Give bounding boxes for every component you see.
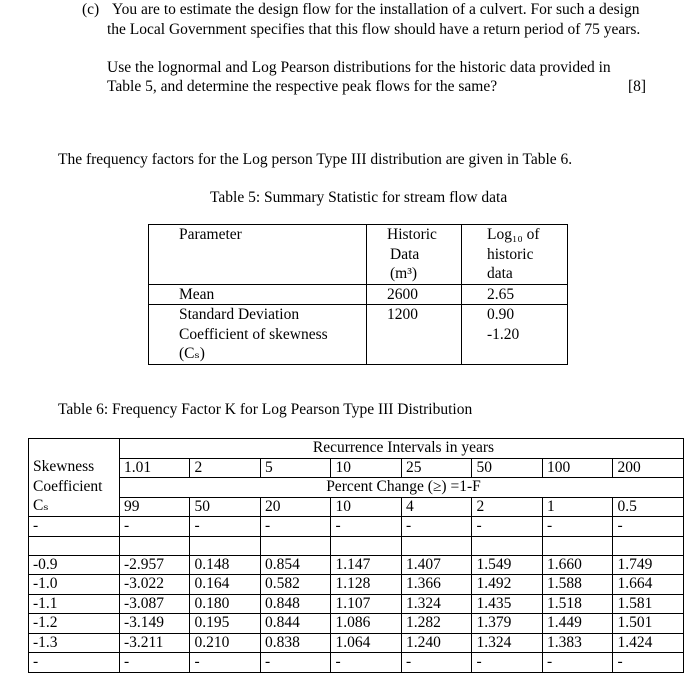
table6-intervals-row — [29, 458, 684, 478]
k-value-cell: 1.282 — [401, 614, 472, 634]
header-historic-3: (m³) — [390, 265, 418, 282]
k-value-cell: 1.324 — [472, 633, 543, 653]
cell-log: 2.65 — [462, 284, 568, 305]
table6-row — [29, 555, 684, 575]
dash-cell: - — [472, 653, 543, 673]
k-value-cell: 1.086 — [331, 614, 402, 634]
dash-cell: - — [331, 517, 402, 537]
table5-row-mean — [149, 284, 568, 305]
k-value-cell: 1.324 — [401, 594, 472, 614]
interval-cell: 10 — [331, 458, 402, 478]
k-value-cell: 0.210 — [190, 633, 261, 653]
k-value-cell: 1.383 — [542, 633, 613, 653]
percent-title: Percent Change (≥) =1-F — [119, 478, 683, 498]
table6-row — [29, 575, 684, 595]
skew-label-1: Skewness — [29, 458, 120, 478]
k-value-cell: 0.164 — [190, 575, 261, 595]
k-value-cell: 1.518 — [542, 594, 613, 614]
k-value-cell: 1.588 — [542, 575, 613, 595]
cell-hist: 1200 — [367, 305, 462, 325]
table5-row-skew — [149, 325, 568, 365]
table6-recurrence-title-row — [29, 439, 684, 459]
frequency-note: The frequency factors for the Log person Type III distribution are given in Table 6. — [58, 151, 573, 168]
question-marks: [8] — [628, 78, 647, 95]
k-value-cell: 1.379 — [472, 614, 543, 634]
skew-label-1: Coefficient of skewness — [179, 325, 328, 343]
k-value-cell: 0.848 — [260, 594, 331, 614]
skew-value-cell: -1.1 — [29, 594, 120, 614]
k-value-cell: -3.022 — [119, 575, 190, 595]
k-value-cell: 0.148 — [190, 555, 261, 575]
dash-cell: - — [401, 653, 472, 673]
k-value-cell: -3.087 — [119, 594, 190, 614]
question-line-2: the Local Government specifies that this flow should have a return period of 75 years. — [107, 21, 641, 38]
skew-label-3: Cₛ — [29, 497, 120, 517]
interval-cell: 1.01 — [119, 458, 190, 478]
k-value-cell: 1.064 — [331, 633, 402, 653]
k-value-cell: 0.854 — [260, 555, 331, 575]
k-value-cell: 1.107 — [331, 594, 402, 614]
dash-cell: - — [119, 653, 190, 673]
dash-cell: - — [190, 517, 261, 537]
percent-cell: 99 — [119, 497, 190, 517]
k-value-cell: 1.366 — [401, 575, 472, 595]
table6-dash-row — [29, 517, 684, 537]
k-value-cell: -3.149 — [119, 614, 190, 634]
k-value-cell: 1.749 — [613, 555, 684, 575]
dash-cell: - — [190, 653, 261, 673]
interval-cell: 50 — [472, 458, 543, 478]
k-value-cell: -3.211 — [119, 633, 190, 653]
k-value-cell: 1.128 — [331, 575, 402, 595]
percent-cell: 2 — [472, 497, 543, 517]
dash-cell: - — [260, 653, 331, 673]
skew-header-blank — [29, 439, 120, 459]
table5-header-historic — [367, 225, 462, 285]
dash-cell: - — [613, 517, 684, 537]
cell-param: Mean — [149, 284, 367, 305]
question-line-3: Use the lognormal and Log Pearson distributions for the historic data provided in — [107, 59, 611, 76]
cell-hist — [367, 325, 462, 365]
question-line-1: You are to estimate the design flow for the installation of a culvert. For such a design — [112, 1, 640, 18]
table6-percent-title-row — [29, 478, 684, 498]
table6 — [28, 438, 684, 673]
k-value-cell: 1.664 — [613, 575, 684, 595]
k-value-cell: 0.838 — [260, 633, 331, 653]
dash-cell: - — [29, 653, 120, 673]
dash-cell: - — [401, 517, 472, 537]
percent-cell: 1 — [542, 497, 613, 517]
dash-cell: - — [613, 653, 684, 673]
table5-caption: Table 5: Summary Statistic for stream flow data — [210, 189, 508, 206]
k-value-cell: 1.424 — [613, 633, 684, 653]
k-value-cell: 1.660 — [542, 555, 613, 575]
dash-cell: - — [542, 517, 613, 537]
interval-cell: 5 — [260, 458, 331, 478]
k-value-cell: 1.240 — [401, 633, 472, 653]
cell-log: -1.20 — [462, 325, 568, 365]
percent-cell: 10 — [331, 497, 402, 517]
table5 — [148, 224, 568, 365]
k-value-cell: -2.957 — [119, 555, 190, 575]
table5-header-parameter — [149, 225, 367, 285]
k-value-cell: 1.449 — [542, 614, 613, 634]
dash-cell: - — [260, 517, 331, 537]
cell-hist: 2600 — [367, 284, 462, 305]
header-log-1: Log₁₀ of — [487, 226, 540, 243]
table6-body — [29, 555, 684, 653]
dash-cell: - — [29, 517, 120, 537]
skew-value-cell: -1.2 — [29, 614, 120, 634]
cell-log: 0.90 — [462, 305, 568, 325]
header-parameter-text: Parameter — [179, 226, 242, 243]
dash-cell: - — [331, 653, 402, 673]
interval-cell: 200 — [613, 458, 684, 478]
k-value-cell: 0.582 — [260, 575, 331, 595]
k-value-cell: 1.549 — [472, 555, 543, 575]
k-value-cell: 0.180 — [190, 594, 261, 614]
skew-label-2: (Cₛ) — [179, 345, 205, 362]
skew-value-cell: -0.9 — [29, 555, 120, 575]
table6-row — [29, 594, 684, 614]
table6-row — [29, 614, 684, 634]
table6-caption: Table 6: Frequency Factor K for Log Pearson Type III Distribution — [58, 401, 473, 418]
table5-row-sd — [149, 305, 568, 325]
skew-value-cell: -1.0 — [29, 575, 120, 595]
percent-cell: 20 — [260, 497, 331, 517]
question-label: (c) — [82, 1, 100, 18]
table6-row — [29, 633, 684, 653]
k-value-cell: 0.844 — [260, 614, 331, 634]
cell-param: Standard Deviation — [149, 305, 367, 325]
interval-cell: 2 — [190, 458, 261, 478]
percent-cell: 50 — [190, 497, 261, 517]
interval-cell: 100 — [542, 458, 613, 478]
cell-param — [149, 325, 367, 365]
recurrence-title: Recurrence Intervals in years — [119, 439, 683, 459]
header-historic-1: Historic — [387, 226, 437, 243]
k-value-cell: 1.581 — [613, 594, 684, 614]
header-log-2: historic — [487, 245, 534, 263]
k-value-cell: 1.147 — [331, 555, 402, 575]
k-value-cell: 1.435 — [472, 594, 543, 614]
dash-cell: - — [472, 517, 543, 537]
question-line-4: Table 5, and determine the respective peak flows for the same? — [107, 78, 498, 95]
k-value-cell: 1.501 — [613, 614, 684, 634]
dash-cell: - — [119, 517, 190, 537]
skew-label-2: Coefficient — [29, 478, 120, 498]
header-log-3: data — [487, 265, 513, 282]
dash-cell: - — [542, 653, 613, 673]
percent-cell: 0.5 — [613, 497, 684, 517]
table6-percents-row — [29, 497, 684, 517]
table6-gap-row — [29, 536, 684, 555]
table5-header-log — [462, 225, 568, 285]
table6-dash-row-bottom — [29, 653, 684, 673]
skew-value-cell: -1.3 — [29, 633, 120, 653]
k-value-cell: 1.492 — [472, 575, 543, 595]
k-value-cell: 0.195 — [190, 614, 261, 634]
k-value-cell: 1.407 — [401, 555, 472, 575]
interval-cell: 25 — [401, 458, 472, 478]
table5-header-row — [149, 225, 568, 285]
header-historic-2: Data — [390, 245, 420, 263]
percent-cell: 4 — [401, 497, 472, 517]
